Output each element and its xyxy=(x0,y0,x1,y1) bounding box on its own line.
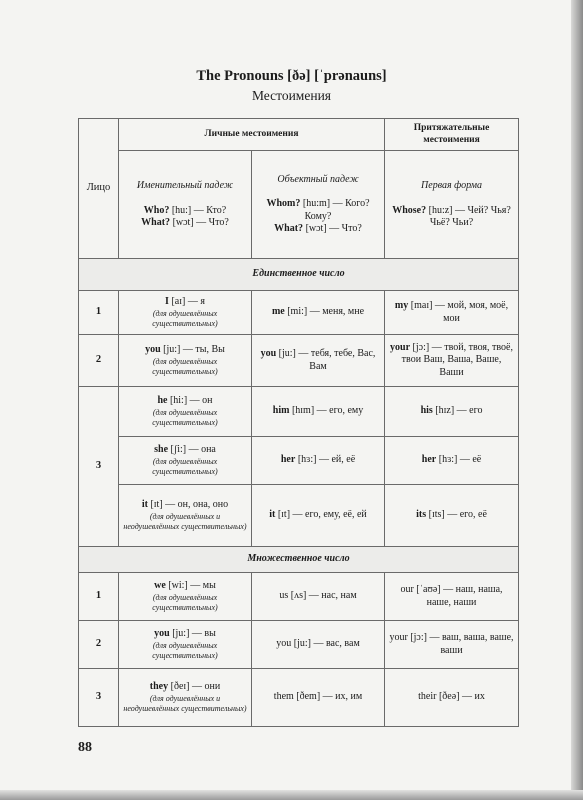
first-form-label: Первая форма xyxy=(421,180,482,192)
person-number: 3 xyxy=(79,669,119,727)
header-row-1 xyxy=(79,119,519,151)
table-row xyxy=(79,437,519,485)
possessive-cell xyxy=(385,335,519,387)
objective-header-cell xyxy=(252,151,385,259)
table-row xyxy=(79,669,519,727)
nominative-cell xyxy=(119,387,252,437)
objective-cell: you [ju:] — вас, вам xyxy=(252,621,385,669)
pronouns-table xyxy=(78,118,519,727)
person-number: 2 xyxy=(79,621,119,669)
objective-cell: them [ðem] — их, им xyxy=(252,669,385,727)
pronoun-translation: [ju:] — вы xyxy=(169,628,216,640)
objective-cell xyxy=(252,291,385,335)
nominative-cell xyxy=(119,573,252,621)
section-row-plural xyxy=(79,547,519,573)
possessive-cell xyxy=(385,291,519,335)
pronoun-note: (для одушевлённых существительных) xyxy=(152,407,218,427)
objective-cell xyxy=(252,335,385,387)
page-subtitle: Местоимения xyxy=(251,88,332,103)
pronoun-word: they xyxy=(149,681,169,693)
pronoun-note: (для одушевлённых и неодушевлённых существительных) xyxy=(123,511,247,531)
person-number: 1 xyxy=(79,573,119,621)
possessive-cell: our [ˈaʊə] — наш, наша, наше, наши xyxy=(385,573,519,621)
pronoun-word: its xyxy=(416,509,427,521)
objective-case-label: Объектный падеж xyxy=(277,174,359,186)
obj-question-what: What? xyxy=(274,222,304,234)
pronoun-word: you xyxy=(145,344,161,356)
pronoun-word: my xyxy=(394,300,409,312)
pronoun-note: (для одушевлённых и неодушевлённых существительных) xyxy=(123,693,247,713)
nominative-cell xyxy=(119,437,252,485)
page-bottom-edge xyxy=(0,790,583,800)
pronoun-word: it xyxy=(141,499,148,511)
pronoun-translation: [hɜ:] — ей, её xyxy=(295,454,356,466)
possessive-cell: your [jɔ:] — ваш, ваша, ваше, ваши xyxy=(385,621,519,669)
page-number: 88 xyxy=(78,740,92,755)
page-edge-shadow xyxy=(571,0,583,800)
pronoun-translation: [hɪm] — его, ему xyxy=(289,405,364,417)
nominative-cell xyxy=(119,669,252,727)
objective-cell xyxy=(252,485,385,547)
pronoun-word: her xyxy=(421,454,437,466)
first-form-header-cell xyxy=(385,151,519,259)
possessive-cell: their [ðeə] — их xyxy=(385,669,519,727)
nom-question-what: What? xyxy=(141,216,171,228)
pronoun-word: his xyxy=(420,405,433,417)
pronoun-translation: [aɪ] — я xyxy=(168,296,205,308)
pronoun-translation: [hɜ:] — её xyxy=(436,454,482,466)
personal-pronouns-header: Личные местоимения xyxy=(119,119,385,151)
pronoun-word: he xyxy=(157,395,168,407)
pronoun-translation: [ɪt] — его, ему, её, ей xyxy=(275,509,367,521)
pronoun-word: I xyxy=(165,296,169,308)
nominative-cell xyxy=(119,485,252,547)
possessive-cell xyxy=(385,485,519,547)
table-row xyxy=(79,573,519,621)
section-row-singular xyxy=(79,259,519,291)
nominative-header-cell xyxy=(119,151,252,259)
person-number: 2 xyxy=(79,335,119,387)
person-number: 3 xyxy=(79,387,119,547)
pronoun-translation: [ɪts] — его, её xyxy=(426,509,487,521)
pronoun-translation: [ju:] — ты, Вы xyxy=(160,344,225,356)
pronoun-word: your xyxy=(390,342,411,354)
nom-question-who-translation: [hu:] — Кто? xyxy=(169,204,227,216)
nom-question-what-translation: [wɔt] — Что? xyxy=(170,216,229,228)
pronoun-translation: [hi:] — он xyxy=(167,395,213,407)
pronoun-translation: [ðeɪ] — они xyxy=(168,681,221,693)
pronoun-translation: [jɔ:] — твой, твоя, твоё, твои Ваш, Ваша, Ваше, Ваши xyxy=(401,342,513,378)
objective-cell xyxy=(252,437,385,485)
nominative-cell xyxy=(119,621,252,669)
pronoun-translation: [ju:] — тебя, тебе, Вас, Вам xyxy=(276,348,376,372)
page-title: The Pronouns [ðə] [ˈprənauns] xyxy=(196,68,387,84)
pronoun-word: you xyxy=(260,348,277,360)
pronoun-word: she xyxy=(154,444,169,456)
pronoun-translation: [maɪ] — мой, моя, моё, мои xyxy=(408,300,509,324)
obj-question-whom-translation: [hu:m] — Кого? Кому? xyxy=(300,198,370,222)
pronoun-word: it xyxy=(269,509,276,521)
pronoun-note: (для одушевлённых существительных) xyxy=(152,592,218,612)
table-row xyxy=(79,621,519,669)
objective-cell xyxy=(252,387,385,437)
pronoun-word: her xyxy=(280,454,296,466)
obj-question-what-translation: [wɔt] — Что? xyxy=(303,222,362,234)
pronoun-note: (для одушевлённых существительных) xyxy=(152,456,218,476)
pronoun-translation: [wi:] — мы xyxy=(165,580,216,592)
obj-question-whom: Whom? xyxy=(266,198,301,210)
nominative-cell xyxy=(119,335,252,387)
table-row xyxy=(79,291,519,335)
header-row-2 xyxy=(79,151,519,259)
person-number: 1 xyxy=(79,291,119,335)
pronoun-translation: [hɪz] — его xyxy=(432,405,483,417)
person-header: Лицо xyxy=(79,119,119,259)
pronoun-word: me xyxy=(271,306,285,318)
pronoun-translation: [ɪt] — он, она, оно xyxy=(147,499,229,511)
pronoun-note: (для одушевлённых существительных) xyxy=(152,356,218,376)
pronoun-translation: [mi:] — меня, мне xyxy=(284,306,365,318)
pronoun-word: you xyxy=(154,628,170,640)
table-row xyxy=(79,485,519,547)
possessive-cell xyxy=(385,437,519,485)
possessive-cell xyxy=(385,387,519,437)
pronoun-note: (для одушевлённых существительных) xyxy=(152,308,218,328)
nominative-case-label: Именительный падеж xyxy=(136,180,234,192)
section-plural: Множественное число xyxy=(79,547,519,573)
table-row xyxy=(79,335,519,387)
poss-question-whose-translation: [hu:z] — Чей? Чья? Чьё? Чьи? xyxy=(426,204,511,228)
nominative-cell xyxy=(119,291,252,335)
objective-cell: us [ʌs] — нас, нам xyxy=(252,573,385,621)
pronoun-word: him xyxy=(272,405,290,417)
pronoun-word: we xyxy=(154,580,166,592)
poss-question-whose: Whose? xyxy=(392,204,427,216)
pronoun-note: (для одушевлённых существительных) xyxy=(152,640,218,660)
nom-question-who: Who? xyxy=(143,204,170,216)
pronoun-translation: [ʃi:] — она xyxy=(168,444,216,456)
section-singular: Единственное число xyxy=(79,259,519,291)
table-row xyxy=(79,387,519,437)
possessive-pronouns-header: Притяжательные местоимения xyxy=(385,119,519,151)
